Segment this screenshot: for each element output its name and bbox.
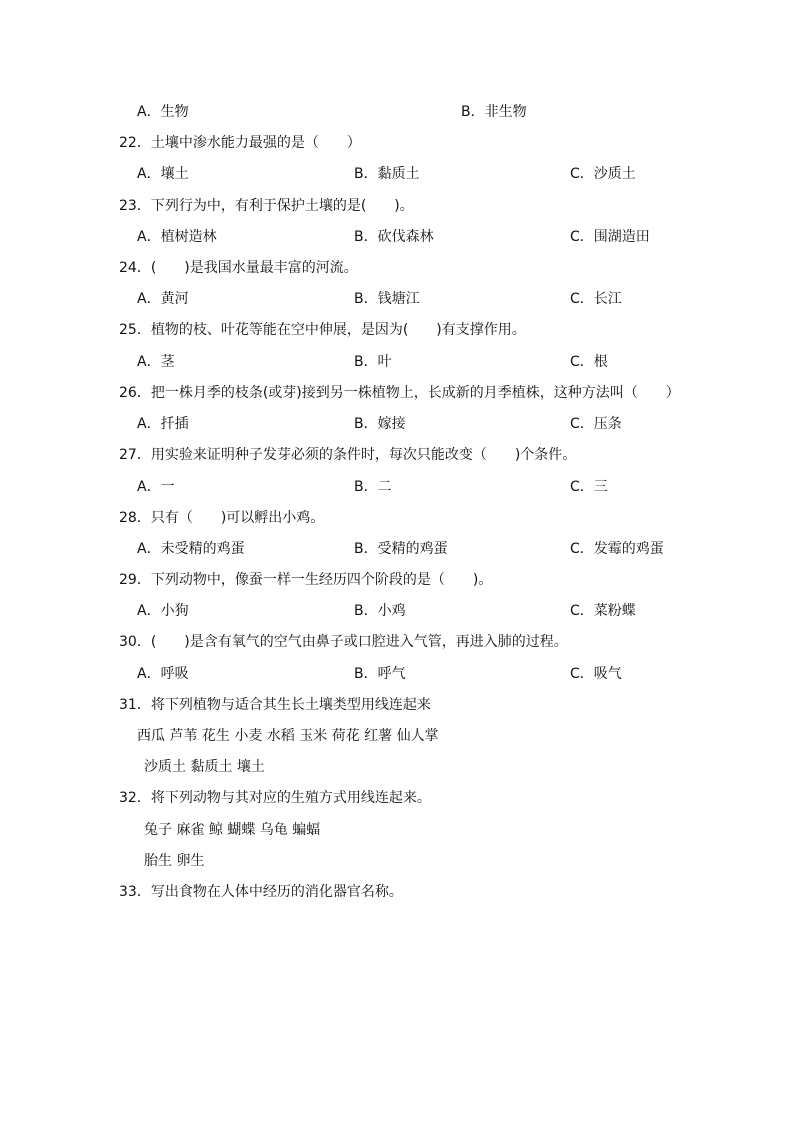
q27-option-b: B．二 — [354, 479, 392, 495]
q24-option-c: C．长江 — [570, 291, 622, 307]
q29-option-c: C．菜粉蝶 — [570, 603, 636, 619]
q22-option-b: B．黏质土 — [354, 166, 420, 182]
q26-option-b: B．嫁接 — [354, 416, 406, 432]
q23-stem: 23．下列行为中，有利于保护土壤的是( )。 — [119, 198, 414, 214]
q32-stem: 32．将下列动物与其对应的生殖方式用线连起来。 — [119, 790, 431, 806]
q31-soils-list: 沙质土 黏质土 壤土 — [144, 759, 265, 775]
q30-option-b: B．呼气 — [354, 666, 406, 682]
q31-stem: 31．将下列植物与适合其生长土壤类型用线连起来 — [119, 697, 431, 713]
q27-option-c: C．三 — [570, 479, 608, 495]
q23-option-c: C．围湖造田 — [570, 229, 650, 245]
q21-option-a: A．生物 — [137, 104, 189, 120]
q25-stem: 25．植物的枝、叶花等能在空中伸展，是因为( )有支撑作用。 — [119, 322, 526, 338]
q30-option-a: A．呼吸 — [137, 666, 189, 682]
q25-option-c: C．根 — [570, 354, 608, 370]
q32-methods-list: 胎生 卵生 — [144, 853, 205, 869]
q22-option-a: A．壤土 — [137, 166, 189, 182]
q28-stem: 28．只有（ )可以孵出小鸡。 — [119, 510, 325, 526]
q23-option-a: A．植树造林 — [137, 229, 217, 245]
q33-stem: 33．写出食物在人体中经历的消化器官名称。 — [119, 884, 403, 900]
q24-option-a: A．黄河 — [137, 291, 189, 307]
q28-option-a: A．未受精的鸡蛋 — [137, 541, 245, 557]
q30-option-c: C．吸气 — [570, 666, 622, 682]
q28-option-c: C．发霉的鸡蛋 — [570, 541, 664, 557]
q26-option-c: C．压条 — [570, 416, 622, 432]
q26-option-a: A．扦插 — [137, 416, 189, 432]
q22-option-c: C．沙质土 — [570, 166, 636, 182]
q25-option-a: A．茎 — [137, 354, 175, 370]
q24-stem: 24．( )是我国水量最丰富的河流。 — [119, 260, 358, 276]
q31-plants-list: 西瓜 芦苇 花生 小麦 水稻 玉米 荷花 红薯 仙人掌 — [137, 728, 439, 744]
q21-option-b: B．非生物 — [461, 104, 527, 120]
q27-stem: 27．用实验来证明种子发芽必须的条件时，每次只能改变（ )个条件。 — [119, 447, 577, 463]
q29-option-b: B．小鸡 — [354, 603, 406, 619]
q30-stem: 30．( )是含有氧气的空气由鼻子或口腔进入气管，再进入肺的过程。 — [119, 634, 568, 650]
q29-stem: 29．下列动物中，像蚕一样一生经历四个阶段的是（ )。 — [119, 572, 493, 588]
q32-animals-list: 兔子 麻雀 鲸 蝴蝶 乌龟 蝙蝠 — [144, 822, 321, 838]
q26-stem: 26．把一株月季的枝条(或芽)接到另一株植物上，长成新的月季植株，这种方法叫（ ） — [119, 385, 680, 401]
q23-option-b: B．砍伐森林 — [354, 229, 434, 245]
q22-stem: 22．土壤中渗水能力最强的是（ ） — [119, 135, 361, 151]
q29-option-a: A．小狗 — [137, 603, 189, 619]
q24-option-b: B．钱塘江 — [354, 291, 420, 307]
q25-option-b: B．叶 — [354, 354, 392, 370]
q27-option-a: A．一 — [137, 479, 175, 495]
q28-option-b: B．受精的鸡蛋 — [354, 541, 448, 557]
